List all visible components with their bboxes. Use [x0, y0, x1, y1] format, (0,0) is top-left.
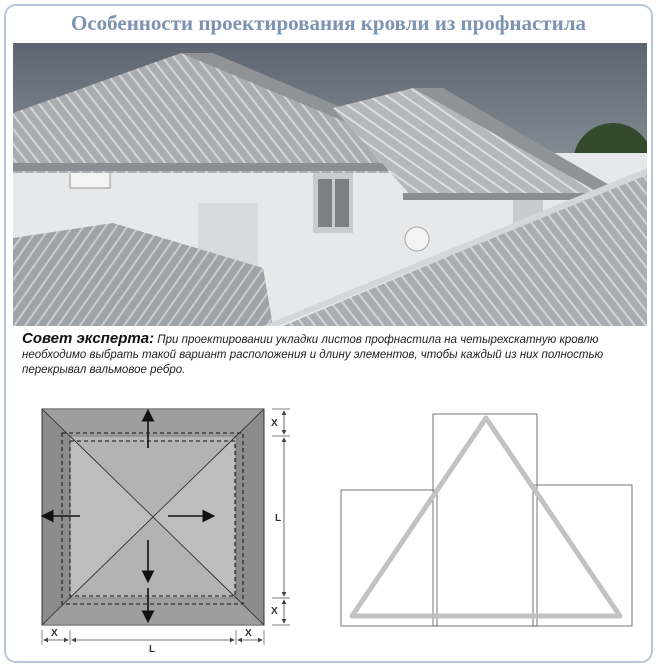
- card-frame: [4, 4, 653, 663]
- tip-text: При проектировании укладки листов профнастила на четырехскатную кровлю необходимо выбрать такой вариант расположения и длину элементов, чтобы каждый из них полностью перекрывал вальмовое ребро.: [22, 334, 604, 376]
- dim-l-vertical-label: L: [275, 513, 282, 524]
- expert-tip: [22, 331, 642, 378]
- dim-x-left-label: X: [51, 628, 58, 639]
- page-title: Особенности проектирования кровли из профнастила: [71, 11, 586, 35]
- dim-x-top-label: X: [271, 418, 278, 429]
- dim-x-bottom-label: X: [271, 606, 278, 617]
- dim-x-right-label: X: [245, 628, 252, 639]
- roof-photo: [13, 43, 647, 326]
- dim-l-horizontal-label: L: [149, 644, 156, 655]
- tip-label: Совет эксперта:: [22, 330, 155, 347]
